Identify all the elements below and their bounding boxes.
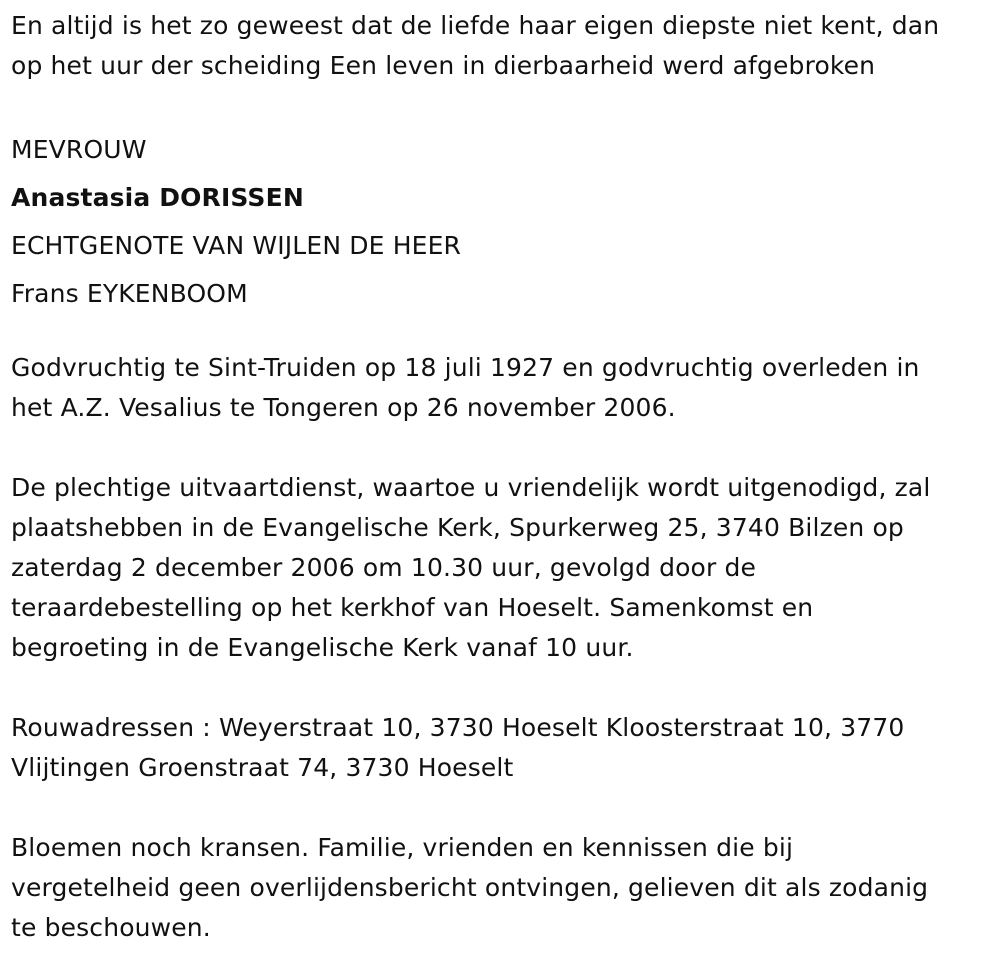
spacer [11, 428, 996, 468]
honorific: MEVROUW [11, 135, 147, 164]
mourning-addresses-paragraph [11, 708, 996, 788]
relation-line: ECHTGENOTE VAN WIJLEN DE HEER [11, 231, 462, 260]
quote-line: En altijd is het zo geweest dat de liefde haar eigen diepste niet kent, dan [11, 11, 940, 40]
paragraph-line: zaterdag 2 december 2006 om 10.30 uur, gevolgd door de [11, 553, 757, 582]
paragraph-line: begroeting in de Evangelische Kerk vanaf 10 uur. [11, 633, 634, 662]
paragraph-line: Rouwadressen : Weyerstraat 10, 3730 Hoeselt Kloosterstraat 10, 3770 [11, 713, 905, 742]
spacer [11, 86, 996, 126]
quote-line: op het uur der scheiding Een leven in dierbaarheid werd afgebroken [11, 51, 876, 80]
closing-paragraph [11, 828, 996, 948]
spacer [11, 318, 996, 348]
paragraph-line: De plechtige uitvaartdienst, waartoe u vriendelijk wordt uitgenodigd, zal [11, 473, 931, 502]
birth-death-paragraph [11, 348, 996, 428]
paragraph-line: teraardebestelling op het kerkhof van Hoeselt. Samenkomst en [11, 593, 814, 622]
obituary-document [11, 6, 996, 948]
paragraph-line: het A.Z. Vesalius te Tongeren op 26 november 2006. [11, 393, 676, 422]
opening-quote [11, 6, 996, 86]
paragraph-line: vergetelheid geen overlijdensbericht ontvingen, gelieven dit als zodanig [11, 873, 929, 902]
deceased-header [11, 126, 996, 318]
paragraph-line: plaatshebben in de Evangelische Kerk, Spurkerweg 25, 3740 Bilzen op [11, 513, 904, 542]
paragraph-line: Vlijtingen Groenstraat 74, 3730 Hoeselt [11, 753, 514, 782]
funeral-service-paragraph [11, 468, 996, 668]
spacer [11, 668, 996, 708]
paragraph-line: Bloemen noch kransen. Familie, vrienden en kennissen die bij [11, 833, 794, 862]
spacer [11, 788, 996, 828]
paragraph-line: te beschouwen. [11, 913, 211, 942]
deceased-name: Anastasia DORISSEN [11, 183, 304, 212]
spouse-name: Frans EYKENBOOM [11, 279, 248, 308]
paragraph-line: Godvruchtig te Sint-Truiden op 18 juli 1927 en godvruchtig overleden in [11, 353, 920, 382]
